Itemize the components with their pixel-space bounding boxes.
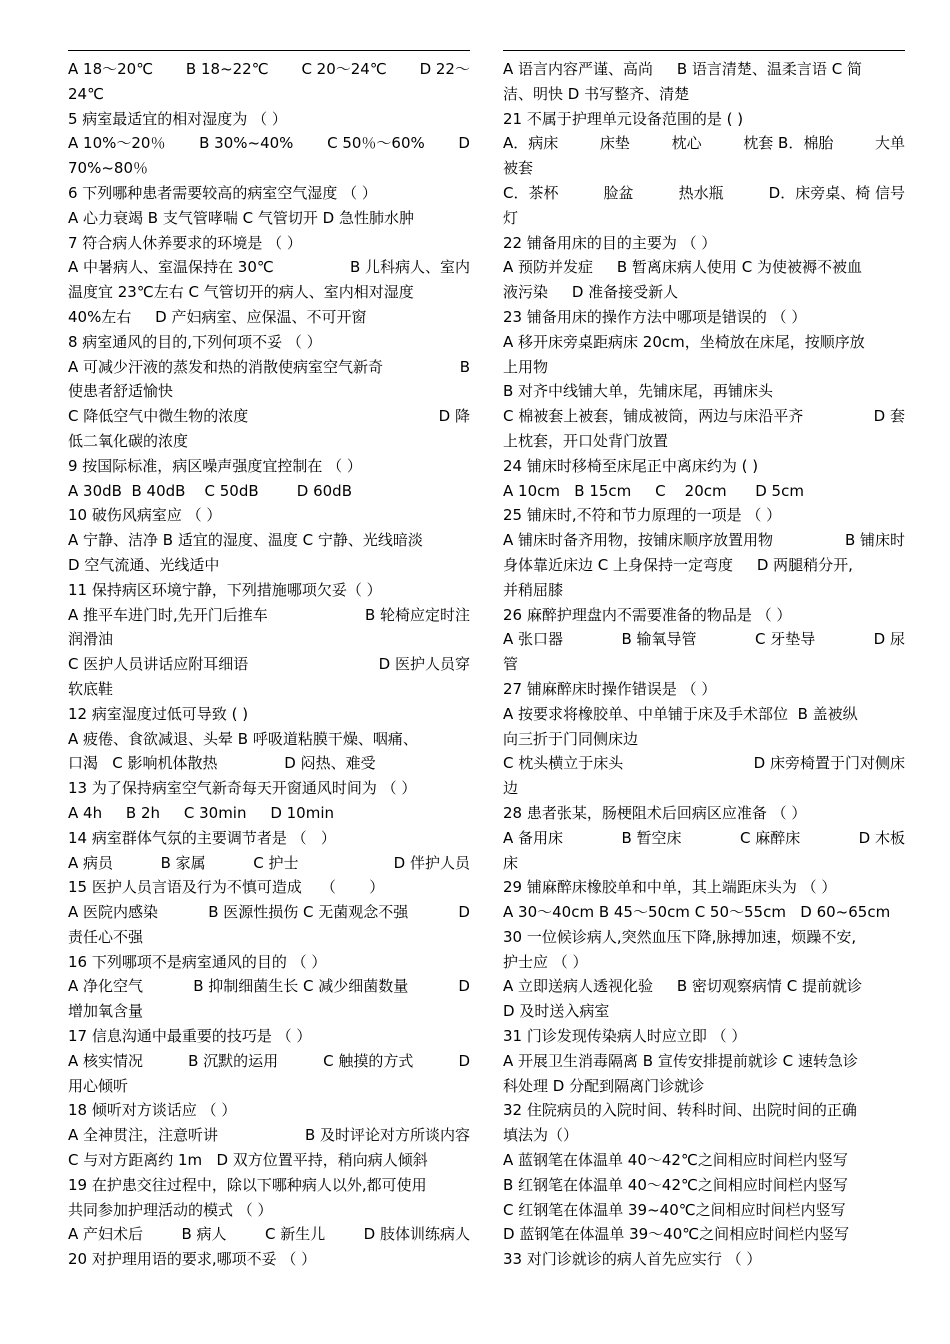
text-line: 17 信息沟通中最重要的技巧是 （ ） — [68, 1027, 312, 1046]
text-segment: A 备用床 — [503, 828, 564, 847]
text-segment: C 护士 — [253, 853, 299, 872]
text-line — [68, 404, 470, 429]
text-line: 灯 — [503, 208, 519, 227]
right-column — [503, 50, 905, 1272]
text-segment: B 医源性损伤 C 无菌观念不强 — [208, 903, 409, 922]
text-line: 并稍屈膝 — [503, 580, 564, 599]
text-segment: D — [458, 903, 470, 922]
text-segment: 枕心 — [671, 134, 702, 153]
text-line: A 蓝钢笔在体温单 40～42℃之间相应时间栏内竖写 — [503, 1151, 848, 1170]
text-line: 被套 — [503, 159, 534, 178]
text-segment: B 抑制细菌生长 C 减少细菌数量 — [193, 977, 409, 996]
text-segment: B 铺床时 — [844, 531, 905, 550]
text-segment: C 棉被套上被套，铺成被筒，两边与床沿平齐 — [503, 407, 804, 426]
text-line: D 蓝钢笔在体温单 39～40℃之间相应时间栏内竖写 — [503, 1225, 850, 1244]
text-line — [68, 57, 470, 82]
text-segment: B 儿科病人、室内 — [349, 258, 470, 277]
text-segment: B — [459, 357, 470, 376]
text-line — [68, 131, 470, 156]
left-column — [68, 50, 470, 1272]
text-line: C 与对方距离约 1m D 双方位置平持，稍向病人倾斜 — [68, 1151, 428, 1170]
text-line: B 对齐中线铺大单，先铺床尾，再铺床头 — [503, 382, 774, 401]
text-line: D 空气流通、光线适中 — [68, 555, 220, 574]
text-line: 身体靠近床边 C 上身保持一定弯度 D 两腿稍分开, — [503, 555, 853, 574]
text-line: 29 铺麻醉床橡胶单和中单，其上端距床头为 （ ） — [503, 878, 837, 897]
text-line: 口渴 C 影响机体散热 D 闷热、难受 — [68, 754, 376, 773]
text-line: A 开展卫生消毒隔离 B 宣传安排提前就诊 C 速转急诊 — [503, 1051, 858, 1070]
text-line: 液污染 D 准备接受新人 — [503, 283, 679, 302]
text-line: 科处理 D 分配到隔离门诊就诊 — [503, 1076, 705, 1095]
text-line: A 按要求将橡胶单、中单铺于床及手术部位 B 盖被纵 — [503, 704, 858, 723]
text-line — [503, 181, 905, 206]
text-line: 13 为了保持病室空气新奇每天开窗通风时间为 （ ） — [68, 779, 417, 798]
text-segment: C 医护人员讲话应附耳细语 — [68, 655, 249, 674]
text-segment: A 核实情况 — [68, 1051, 144, 1070]
text-segment: C 枕头横立于床头 — [503, 754, 624, 773]
text-line: 9 按国际标准，病区噪声强度宜控制在 （ ） — [68, 456, 362, 475]
text-line: A 30dB B 40dB C 50dB D 60dB — [68, 481, 352, 500]
text-line: 12 病室湿度过低可导致 ( ) — [68, 704, 249, 723]
text-line: 增加氧含量 — [68, 1002, 144, 1021]
right-column-lines — [503, 57, 905, 1272]
text-line: 26 麻醉护理盘内不需要准备的物品是 （ ） — [503, 605, 792, 624]
text-segment: C 触摸的方式 — [323, 1051, 414, 1070]
text-line: 7 符合病人休养要求的环境是 （ ） — [68, 233, 302, 252]
text-segment: B 输氧导管 — [621, 630, 697, 649]
text-segment: D 肢体训练病人 — [363, 1225, 470, 1244]
text-segment: B 家属 — [160, 853, 206, 872]
text-line: 33 对门诊就诊的病人首先应实行 （ ） — [503, 1250, 762, 1269]
text-segment: D 医护人员穿 — [378, 655, 470, 674]
text-line: 共同参加护理活动的模式 （ ） — [68, 1200, 273, 1219]
text-segment: B 18~22℃ — [185, 60, 269, 78]
text-line: 15 医护人员言语及行为不慎可造成 （ ） — [68, 878, 385, 897]
text-line: A 10cm B 15cm C 20cm D 5cm — [503, 481, 804, 500]
text-line — [68, 851, 470, 876]
text-line: 上用物 — [503, 357, 549, 376]
text-segment: 大单 — [874, 134, 905, 153]
text-line: 低二氧化碳的浓度 — [68, 431, 189, 450]
text-segment: A 病员 — [68, 853, 114, 872]
text-line: 填法为（） — [503, 1126, 579, 1145]
text-segment: A 18～20℃ — [68, 60, 154, 78]
text-line: 6 下列哪种患者需要较高的病室空气湿度 （ ） — [68, 183, 377, 202]
text-segment: D 22～ — [419, 60, 470, 78]
text-line: 32 住院病员的入院时间、转科时间、出院时间的正确 — [503, 1101, 857, 1120]
text-line: 润滑油 — [68, 630, 114, 649]
text-line: 使患者舒适愉快 — [68, 382, 174, 401]
text-segment: A 可减少汗液的蒸发和热的消散使病室空气新奇 — [68, 357, 384, 376]
text-segment: B 30%~40% — [199, 134, 294, 153]
text-segment: D 降 — [438, 407, 470, 426]
text-line: 床 — [503, 853, 519, 872]
text-line: A 立即送病人透视化验 B 密切观察病情 C 提前就诊 — [503, 977, 862, 996]
text-segment: D 尿 — [873, 630, 905, 649]
text-segment: 热水瓶 — [678, 183, 724, 202]
text-line: 24℃ — [68, 84, 104, 103]
text-line: 21 不属于护理单元设备范围的是 ( ) — [503, 109, 744, 128]
text-line: 11 保持病区环境宁静，下列措施哪项欠妥（ ） — [68, 580, 382, 599]
text-line: A 疲倦、食欲减退、头晕 B 呼吸道粘膜干燥、咽痛、 — [68, 729, 418, 748]
text-line: 28 患者张某，肠梗阻术后回病区应准备 （ ） — [503, 803, 807, 822]
text-segment: D．床旁桌、椅 信号 — [768, 183, 905, 202]
text-segment: C 麻醉床 — [739, 828, 801, 847]
text-line — [503, 751, 905, 776]
text-line: 软底鞋 — [68, 679, 114, 698]
text-line: B 红钢笔在体温单 40～42℃之间相应时间栏内竖写 — [503, 1175, 848, 1194]
text-segment: D 套 — [873, 407, 905, 426]
text-line — [503, 826, 905, 851]
text-line: 27 铺麻醉床时操作错误是 （ ） — [503, 679, 717, 698]
text-segment: A．病床 — [503, 134, 559, 153]
text-segment: A 产妇术后 — [68, 1225, 144, 1244]
text-line — [68, 1222, 470, 1247]
text-segment: C 降低空气中微生物的浓度 — [68, 407, 249, 426]
text-line: 16 下列哪项不是病室通风的目的 （ ） — [68, 952, 327, 971]
text-segment: B 暂空床 — [621, 828, 682, 847]
top-rule — [503, 50, 905, 51]
text-segment: 床垫 — [599, 134, 630, 153]
text-segment: D 床旁椅置于门对侧床 — [753, 754, 905, 773]
text-line: 30 一位候诊病人,突然血压下降,脉搏加速，烦躁不安, — [503, 927, 857, 946]
text-segment: D 木板 — [858, 828, 905, 847]
text-segment: C 50％～60% — [327, 134, 425, 153]
text-segment: B 沉默的运用 — [188, 1051, 279, 1070]
text-line: 边 — [503, 779, 519, 798]
text-line: C 红钢笔在体温单 39~40℃之间相应时间栏内竖写 — [503, 1200, 846, 1219]
text-segment: A 全神贯注，注意听讲 — [68, 1126, 219, 1145]
text-segment: A 铺床时备齐用物，按铺床顺序放置用物 — [503, 531, 774, 550]
text-segment: A 张口器 — [503, 630, 564, 649]
text-line: 24 铺床时移椅至床尾正中离床约为 ( ) — [503, 456, 759, 475]
top-rule — [68, 50, 470, 51]
text-line: A 4h B 2h C 30min D 10min — [68, 803, 335, 822]
text-line: 责任心不强 — [68, 927, 144, 946]
text-segment: 脸盆 — [603, 183, 634, 202]
text-line: 31 门诊发现传染病人时应立即 （ ） — [503, 1027, 747, 1046]
text-line: 40%左右 D 产妇病室、应保温、不可开窗 — [68, 307, 367, 326]
text-segment: D 伴护人员 — [393, 853, 470, 872]
text-line — [68, 603, 470, 628]
text-line: 23 铺备用床的操作方法中哪项是错误的 （ ） — [503, 307, 807, 326]
text-segment: B 病人 — [181, 1225, 227, 1244]
text-line — [503, 627, 905, 652]
text-line — [68, 355, 470, 380]
text-line — [503, 131, 905, 156]
text-segment: A 医院内感染 — [68, 903, 159, 922]
text-line: A 宁静、洁净 B 适宜的湿度、温度 C 宁静、光线暗淡 — [68, 531, 423, 550]
text-segment: D — [458, 977, 470, 996]
text-line: 向三折于门同侧床边 — [503, 729, 639, 748]
text-line: A 语言内容严谨、高尚 B 语言清楚、温柔言语 C 简 — [503, 60, 862, 78]
text-line — [503, 528, 905, 553]
text-line: 温度宜 23℃左右 C 气管切开的病人、室内相对湿度 — [68, 283, 414, 302]
text-line: 上枕套，开口处背门放置 — [503, 431, 669, 450]
text-segment: B 及时评论对方所谈内容 — [304, 1126, 470, 1145]
text-line: 18 倾听对方谈话应 （ ） — [68, 1101, 237, 1120]
text-line: 8 病室通风的目的,下列何项不妥 （ ） — [68, 332, 322, 351]
text-line: 70%~80％ — [68, 159, 148, 178]
text-segment: C 20～24℃ — [301, 60, 387, 78]
text-line: 5 病室最适宜的相对湿度为 （ ） — [68, 109, 287, 128]
text-segment: A 中暑病人、室温保持在 30℃ — [68, 258, 274, 277]
text-line — [68, 974, 470, 999]
text-line: 25 铺床时,不符和节力原理的一项是 （ ） — [503, 506, 782, 525]
text-line: 管 — [503, 655, 519, 674]
text-line: 22 铺备用床的目的主要为 （ ） — [503, 233, 717, 252]
text-segment: A 10%～20％ — [68, 134, 166, 153]
text-segment: D — [458, 1051, 470, 1070]
text-line: 10 破伤风病室应 （ ） — [68, 506, 222, 525]
text-segment: D — [458, 134, 470, 153]
text-line: 14 病室群体气氛的主要调节者是 （ ） — [68, 828, 336, 847]
text-line — [503, 404, 905, 429]
text-line — [68, 1049, 470, 1074]
text-line: D 及时送入病室 — [503, 1002, 610, 1021]
text-line: 20 对护理用语的要求,哪项不妥 （ ） — [68, 1250, 317, 1269]
text-segment: A 推平车进门时,先开门后推车 — [68, 605, 268, 624]
text-line: A 心力衰竭 B 支气管哮喘 C 气管切开 D 急性肺水肿 — [68, 208, 414, 227]
left-column-lines — [68, 57, 470, 1272]
text-line: A 30～40cm B 45～50cm C 50～55cm D 60~65cm — [503, 903, 891, 922]
text-line — [68, 255, 470, 280]
text-line: A 移开床旁桌距病床 20cm，坐椅放在床尾，按顺序放 — [503, 332, 865, 351]
text-segment: C 牙垫导 — [754, 630, 816, 649]
text-line: 19 在护患交往过程中，除以下哪种病人以外,都可使用 — [68, 1175, 427, 1194]
text-line: 护士应 （ ） — [503, 952, 588, 971]
text-line — [68, 1123, 470, 1148]
text-line: 用心倾听 — [68, 1076, 129, 1095]
text-segment: A 净化空气 — [68, 977, 144, 996]
text-segment: C 新生儿 — [264, 1225, 326, 1244]
text-line: 洁、明快 D 书写整齐、清楚 — [503, 84, 690, 103]
text-line — [68, 900, 470, 925]
text-segment: C．茶杯 — [503, 183, 559, 202]
text-segment: 枕套 B．棉胎 — [743, 134, 834, 153]
text-line — [68, 652, 470, 677]
text-line: A 预防并发症 B 暂离床病人使用 C 为使被褥不被血 — [503, 258, 862, 277]
text-segment: B 轮椅应定时注 — [364, 605, 470, 624]
